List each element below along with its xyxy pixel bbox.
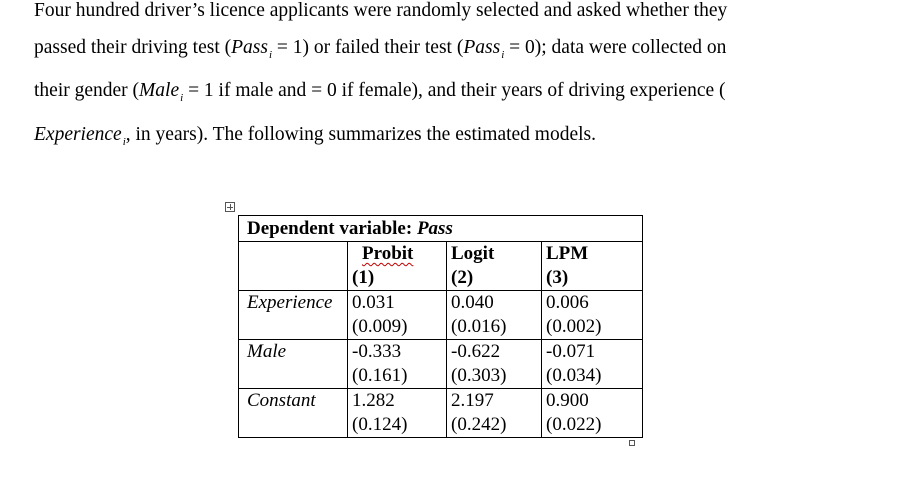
- column-number: (1): [352, 267, 375, 288]
- paragraph-line-3: [34, 80, 726, 102]
- header-empty-cell: [239, 242, 348, 291]
- estimate-cell: [348, 389, 447, 438]
- pass-variable: Pass: [231, 37, 268, 58]
- column-name: Logit: [451, 243, 495, 264]
- coefficient: 0.031: [352, 292, 395, 313]
- standard-error: (0.022): [546, 414, 602, 435]
- estimate-cell: [348, 291, 447, 340]
- header-logit: [447, 242, 542, 291]
- column-name: Probit: [362, 243, 414, 264]
- experience-variable: Experience: [34, 124, 122, 145]
- standard-error: (0.303): [451, 365, 507, 386]
- table-move-handle-icon[interactable]: [225, 202, 235, 212]
- estimate-cell: [447, 291, 542, 340]
- row-label: Constant: [239, 389, 348, 438]
- column-number: (2): [451, 267, 474, 288]
- table-row-constant: [239, 389, 643, 438]
- estimate-cell: [542, 389, 643, 438]
- male-variable: Male: [139, 80, 180, 101]
- paragraph-text: , in years). The following summarizes the estimated models.: [125, 124, 597, 145]
- paragraph-text: passed their driving test (: [34, 37, 232, 58]
- coefficient: -0.622: [451, 341, 501, 362]
- subscript-i: i: [122, 136, 126, 148]
- standard-error: (0.124): [352, 414, 408, 435]
- subscript-i: i: [501, 49, 505, 61]
- paragraph-text: = 0); data were collected on: [504, 37, 727, 58]
- coefficient: 2.197: [451, 390, 494, 411]
- table-caption-row: [239, 216, 643, 242]
- estimate-cell: [447, 389, 542, 438]
- paragraph-line-1: [34, 0, 727, 22]
- standard-error: (0.242): [451, 414, 507, 435]
- table-row-male: [239, 340, 643, 389]
- table-caption: [239, 216, 643, 242]
- table-row-experience: [239, 291, 643, 340]
- subscript-i: i: [268, 49, 273, 61]
- standard-error: (0.009): [352, 316, 408, 337]
- standard-error: (0.161): [352, 365, 408, 386]
- paragraph-line-2: [34, 37, 726, 59]
- paragraph-text: their gender (: [34, 80, 140, 101]
- coefficient: 0.900: [546, 390, 589, 411]
- paragraph-text: = 1 if male and = 0 if female), and their years of driving experience (: [183, 80, 726, 101]
- header-probit: [348, 242, 447, 291]
- estimate-cell: [348, 340, 447, 389]
- column-name: LPM: [546, 243, 589, 264]
- coefficient: 0.040: [451, 292, 494, 313]
- paragraph-line-4: [34, 124, 596, 146]
- caption-variable: Pass: [416, 218, 453, 239]
- coefficient: -0.071: [546, 341, 596, 362]
- subscript-i: i: [180, 92, 184, 104]
- column-number: (3): [546, 267, 569, 288]
- estimate-cell: [542, 340, 643, 389]
- header-lpm: [542, 242, 643, 291]
- coefficient: 0.006: [546, 292, 589, 313]
- estimate-cell: [447, 340, 542, 389]
- paragraph-text: = 1) or failed their test (: [272, 37, 464, 58]
- standard-error: (0.002): [546, 316, 602, 337]
- caption-text: Dependent variable:: [247, 218, 417, 239]
- pass-variable: Pass: [463, 37, 501, 58]
- row-label: Experience: [239, 291, 348, 340]
- coefficient: 1.282: [352, 390, 395, 411]
- estimate-cell: [542, 291, 643, 340]
- standard-error: (0.034): [546, 365, 602, 386]
- paragraph-text: Four hundred driver’s licence applicants were randomly selected and asked whether they: [34, 0, 728, 21]
- standard-error: (0.016): [451, 316, 507, 337]
- table-header-row: [239, 242, 643, 291]
- row-label: Male: [239, 340, 348, 389]
- table-resize-handle-icon[interactable]: [629, 440, 635, 446]
- regression-table: [238, 215, 643, 438]
- coefficient: -0.333: [352, 341, 402, 362]
